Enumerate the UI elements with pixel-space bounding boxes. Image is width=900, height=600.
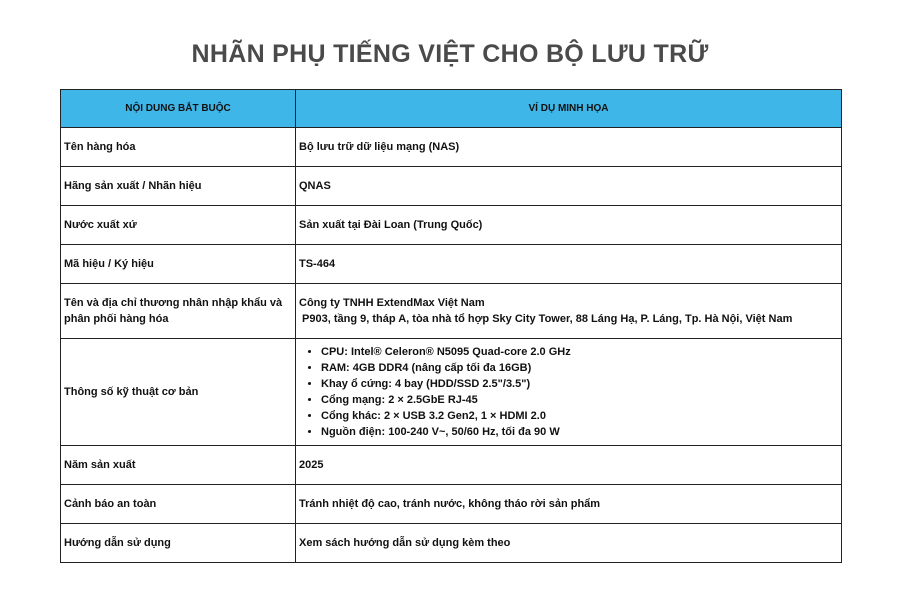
row-label-specs: Thông số kỹ thuật cơ bản <box>61 339 296 446</box>
row-label-product-name: Tên hàng hóa <box>61 128 296 167</box>
spec-item-cpu: • CPU: Intel® Celeron® N5095 Quad-core 2.0 GHz <box>321 344 838 360</box>
spec-item-ports: • Cổng khác: 2 × USB 3.2 Gen2, 1 × HDMI 2.0 <box>321 408 838 424</box>
row-value-safety-warning: Tránh nhiệt độ cao, tránh nước, không tháo rời sản phẩm <box>296 485 842 524</box>
row-value-manufacturer: QNAS <box>296 167 842 206</box>
row-label-model: Mã hiệu / Ký hiệu <box>61 245 296 284</box>
row-value-specs <box>296 339 842 446</box>
table-row <box>61 284 842 339</box>
importer-address: P903, tầng 9, tháp A, tòa nhà tổ hợp Sky City Tower, 88 Láng Hạ, P. Láng, Tp. Hà Nội, Việt Nam <box>299 313 793 325</box>
table-row <box>61 128 842 167</box>
row-value-model: TS-464 <box>296 245 842 284</box>
header-example: VÍ DỤ MINH HỌA <box>296 90 842 128</box>
spec-item-drive-bays: • Khay ổ cứng: 4 bay (HDD/SSD 2.5"/3.5") <box>321 376 838 392</box>
row-value-product-name: Bộ lưu trữ dữ liệu mạng (NAS) <box>296 128 842 167</box>
table-row <box>61 446 842 485</box>
row-label-origin: Nước xuất xứ <box>61 206 296 245</box>
spec-item-ram: • RAM: 4GB DDR4 (nâng cấp tối đa 16GB) <box>321 360 838 376</box>
row-value-origin: Sản xuất tại Đài Loan (Trung Quốc) <box>296 206 842 245</box>
table-row <box>61 524 842 563</box>
row-label-year: Năm sản xuất <box>61 446 296 485</box>
spec-item-power: • Nguồn điện: 100-240 V~, 50/60 Hz, tối đa 90 W <box>321 424 838 440</box>
row-value-importer <box>296 284 842 339</box>
label-spec-table <box>60 89 842 563</box>
table-row <box>61 245 842 284</box>
table-row <box>61 167 842 206</box>
spec-item-network: • Cổng mạng: 2 × 2.5GbE RJ-45 <box>321 392 838 408</box>
importer-company: Công ty TNHH ExtendMax Việt Nam <box>299 297 485 309</box>
row-label-manufacturer: Hãng sản xuất / Nhãn hiệu <box>61 167 296 206</box>
header-required-content: NỘI DUNG BẮT BUỘC <box>61 90 296 128</box>
row-label-safety-warning: Cảnh báo an toàn <box>61 485 296 524</box>
row-label-importer: Tên và địa chỉ thương nhân nhập khẩu và phân phối hàng hóa <box>61 284 296 339</box>
row-label-usage-guide: Hướng dẫn sử dụng <box>61 524 296 563</box>
table-row <box>61 206 842 245</box>
table-header-row <box>61 90 842 128</box>
table-row <box>61 339 842 446</box>
table-row <box>61 485 842 524</box>
page-title: NHÃN PHỤ TIẾNG VIỆT CHO BỘ LƯU TRỮ <box>191 40 709 68</box>
row-value-usage-guide: Xem sách hướng dẫn sử dụng kèm theo <box>296 524 842 563</box>
row-value-year: 2025 <box>296 446 842 485</box>
spec-list <box>299 344 838 440</box>
